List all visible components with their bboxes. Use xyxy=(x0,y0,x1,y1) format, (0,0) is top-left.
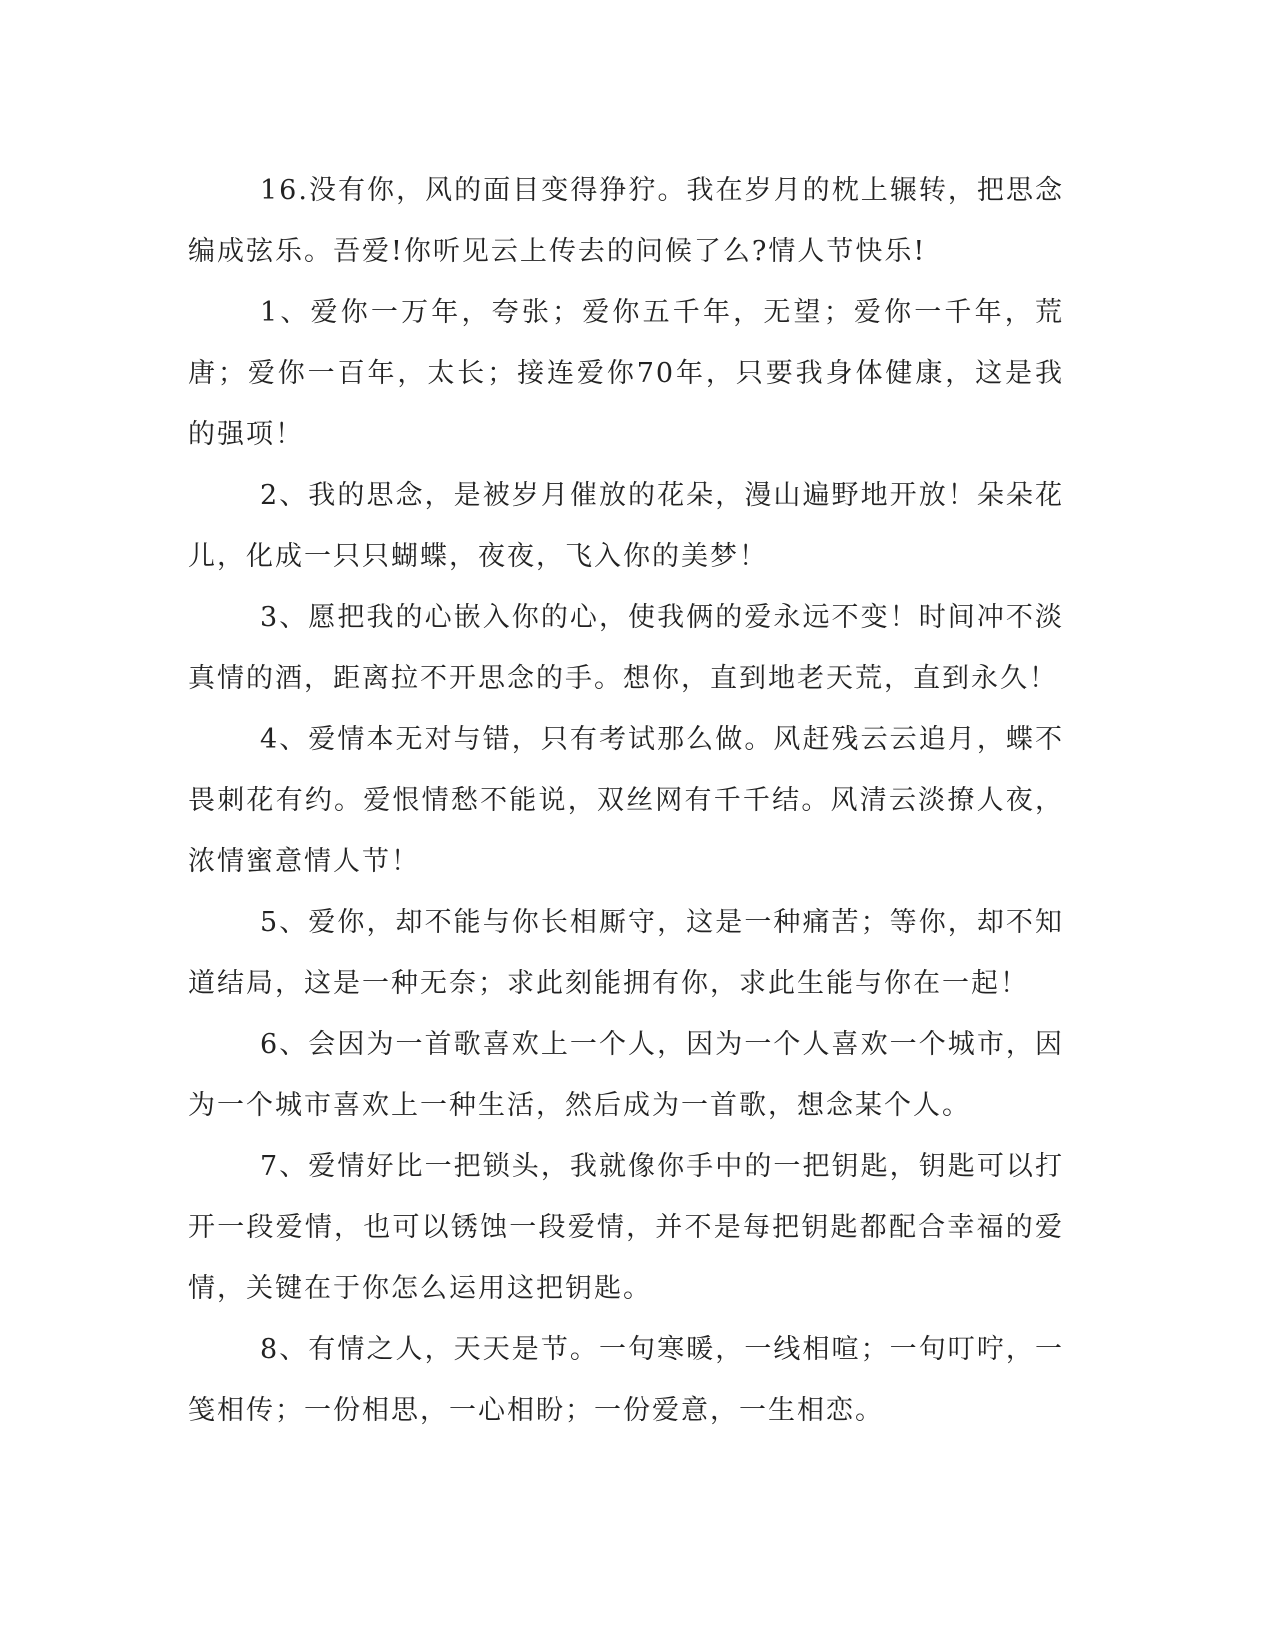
paragraph-3: 3、愿把我的心嵌入你的心，使我俩的爱永远不变！时间冲不淡真情的酒，距离拉不开思念的手。想你，直到地老天荒，直到永久！ xyxy=(188,602,1064,694)
paragraph-2: 2、我的思念，是被岁月催放的花朵，漫山遍野地开放！朵朵花儿，化成一只只蝴蝶，夜夜，飞入你的美梦！ xyxy=(188,480,1064,572)
paragraph-6: 6、会因为一首歌喜欢上一个人，因为一个人喜欢一个城市，因为一个城市喜欢上一种生活，然后成为一首歌，想念某个人。 xyxy=(188,1029,1064,1121)
paragraph-5: 5、爱你，却不能与你长相厮守，这是一种痛苦；等你，却不知道结局，这是一种无奈；求此刻能拥有你，求此生能与你在一起！ xyxy=(188,907,1064,999)
document-body xyxy=(188,160,1064,1441)
paragraph-16: 16.没有你，风的面目变得狰狞。我在岁月的枕上辗转，把思念编成弦乐。吾爱!你听见云上传去的问候了么?情人节快乐! xyxy=(188,175,1064,267)
paragraph-8: 8、有情之人，天天是节。一句寒暖，一线相喧；一句叮咛，一笺相传；一份相思，一心相盼；一份爱意，一生相恋。 xyxy=(188,1334,1064,1426)
paragraph-7: 7、爱情好比一把锁头，我就像你手中的一把钥匙，钥匙可以打开一段爱情，也可以锈蚀一段爱情，并不是每把钥匙都配合幸福的爱情，关键在于你怎么运用这把钥匙。 xyxy=(188,1151,1064,1304)
paragraph-1: 1、爱你一万年，夸张；爱你五千年，无望；爱你一千年，荒唐；爱你一百年，太长；接连爱你70年，只要我身体健康，这是我的强项！ xyxy=(188,297,1064,450)
paragraph-4: 4、爱情本无对与错，只有考试那么做。风赶残云云追月，蝶不畏刺花有约。爱恨情愁不能说，双丝网有千千结。风清云淡撩人夜，浓情蜜意情人节！ xyxy=(188,724,1064,877)
